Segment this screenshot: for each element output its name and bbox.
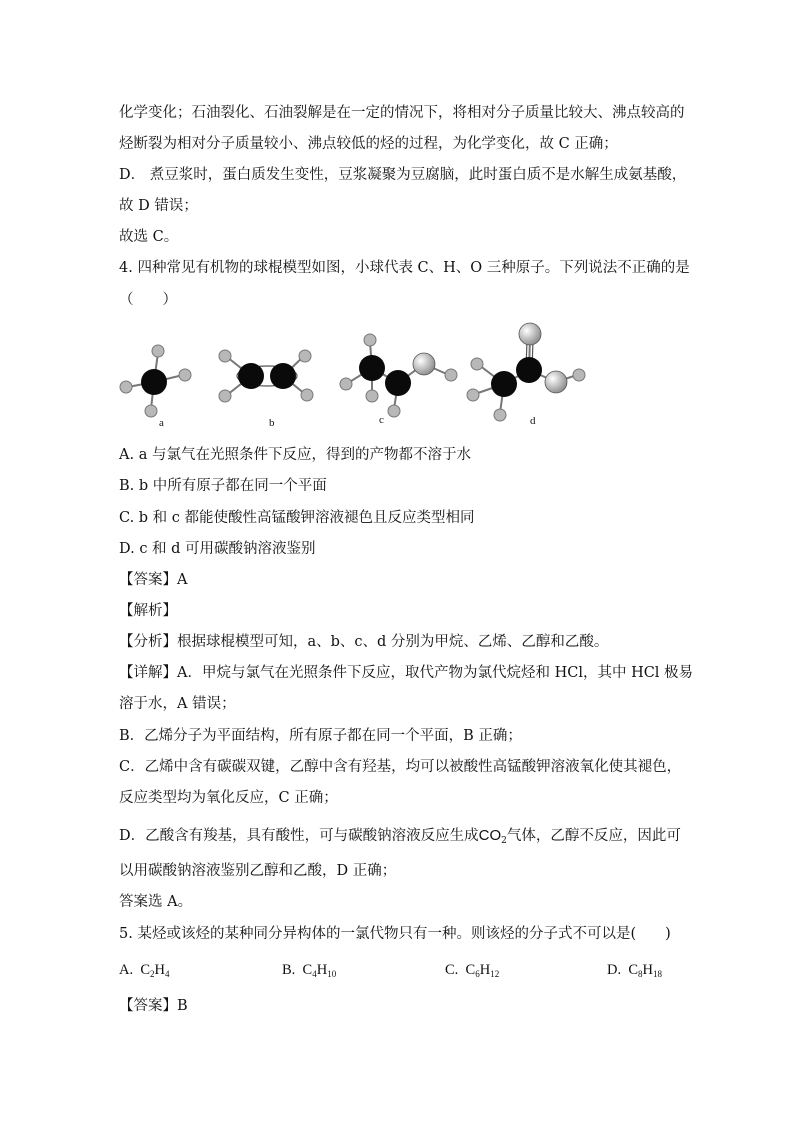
detail-text-co2: D．乙酸含有羧基，具有酸性，可与碳酸钠溶液反应生成$CO_2$气体，乙醇不反应，因此可	[119, 827, 681, 846]
option-d: D. c 和 d 可用碳酸钠溶液鉴别	[119, 541, 316, 557]
figure-label-a: a	[159, 417, 164, 429]
figure-label-b: b	[269, 417, 275, 429]
detail-text: 反应类型均为氧化反应，C 正确；	[119, 790, 338, 806]
detail-text: C．乙烯中含有碳碳双键，乙醇中含有羟基，均可以被酸性高锰酸钾溶液氧化使其褪色，	[119, 759, 682, 775]
figure-label-c: c	[379, 414, 384, 426]
analysis-text: 【分析】根据球棍模型可知，a、b、c、d 分别为甲烷、乙烯、乙醇和乙酸。	[119, 634, 609, 650]
q5-option-a: A. $C_2H_4$	[119, 962, 170, 979]
question-4-paren: （ ）	[119, 292, 177, 308]
detail-text: 答案选 A。	[119, 894, 193, 910]
analysis-heading: 【解析】	[119, 603, 177, 619]
question-4-stem: 4. 四种常见有机物的球棍模型如图，小球代表 C、H、O 三种原子。下列说法不正确的是	[119, 260, 690, 276]
text-line: 化学变化；石油裂化、石油裂解是在一定的情况下，将相对分子质量比较大、沸点较高的	[119, 105, 685, 121]
option-c: C. b 和 c 都能使酸性高锰酸钾溶液褪色且反应类型相同	[119, 510, 475, 526]
answer-5: 【答案】B	[119, 998, 188, 1014]
detail-text: 溶于水，A 错误；	[119, 696, 236, 712]
detail-text: B．乙烯分子为平面结构，所有原子都在同一个平面，B 正确；	[119, 728, 522, 744]
detail-text: 【详解】A．甲烷与氯气在光照条件下反应，取代产物为氯代烷烃和 HCl，其中 HCl 极易	[119, 665, 694, 681]
figure-label-d: d	[530, 415, 536, 427]
q5-option-b: B. $C_4H_{10}$	[282, 962, 337, 979]
option-a: A. a 与氯气在光照条件下反应，得到的产物都不溶于水	[119, 447, 471, 463]
option-b: B. b 中所有原子都在同一个平面	[119, 478, 327, 494]
q5-option-d: D. $C_8H_{18}$	[607, 962, 663, 979]
detail-text: 以用碳酸钠溶液鉴别乙醇和乙酸，D 正确；	[119, 863, 397, 879]
ball-and-stick-figure	[110, 318, 600, 430]
answer-4: 【答案】A	[119, 572, 188, 588]
q5-option-c: C. $C_6H_{12}$	[445, 962, 500, 979]
question-5-stem: 5. 某烃或该烃的某种同分异构体的一氯代物只有一种。则该烃的分子式不可以是( )	[119, 926, 671, 942]
text-line: D． 煮豆浆时，蛋白质发生变性，豆浆凝聚为豆腐脑，此时蛋白质不是水解生成氨基酸，	[119, 167, 687, 183]
text-line: 烃断裂为相对分子质量较小、沸点较低的烃的过程，为化学变化，故 C 正确；	[119, 136, 618, 152]
text-line: 故 D 错误；	[119, 198, 198, 214]
text-line: 故选 C。	[119, 229, 179, 245]
